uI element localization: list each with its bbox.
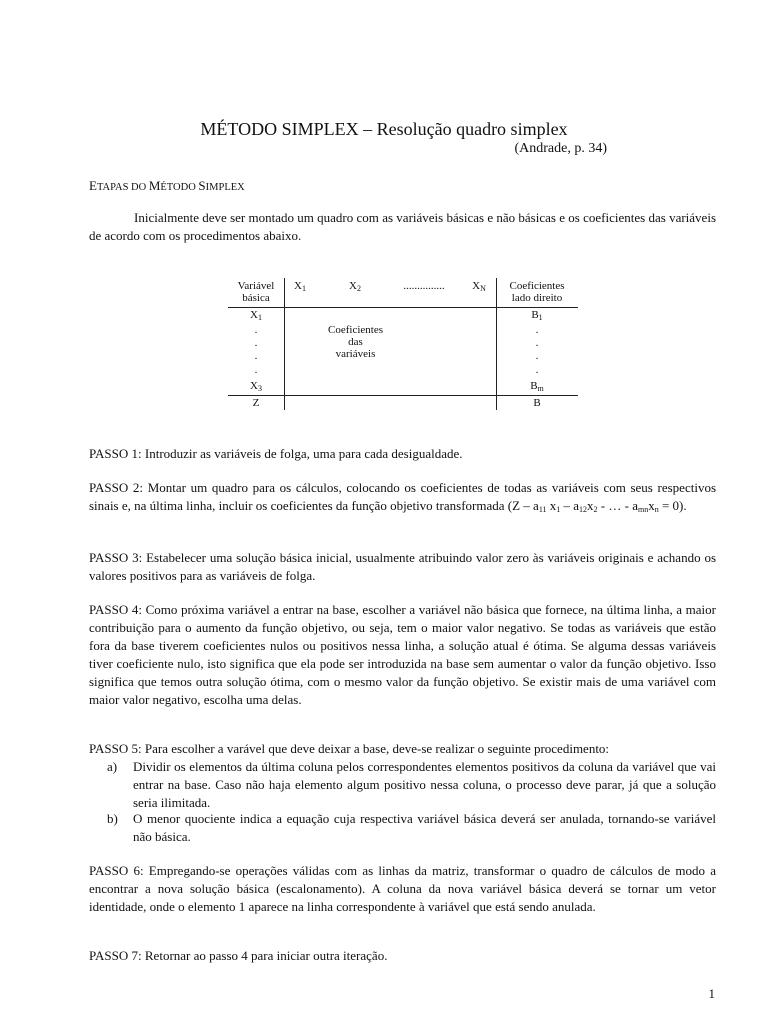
page-title: MÉTODO SIMPLEX – Resolução quadro simplex [200,119,568,139]
row-xm-label [228,380,284,392]
subscript: 11 [538,505,547,514]
row-bm [498,380,576,392]
header-xn [468,280,490,292]
section-heading-part: ÉTODO [160,182,199,193]
formula-part: – a [560,498,580,513]
table-left-divider [284,278,285,410]
list-marker: b) [107,811,118,826]
step-4: PASSO 4: Como próxima variável a entrar na base, escolher a variável não básica que fornece, na última linha, a maior contribuição para o aumento da função objetivo, ou seja, tem o maior valor negativo. Se todas as variáveis que estão fora da base tiverem coeficientes nulos ou positivos nessa linha, a solução atual é ótima. Se alguma dessas variáveis tiver coeficiente nulo, isto significa que ela pode ser introduzida na base sem aumentar o valor da função objetivo. Isso significa que temos outra solução ótima, com o mesmo valor da função objetivo. Se existir mais de uma variável com maior valor negativo, escolha uma delas. [89,602,716,707]
header-ellipsis: ............... [403,280,445,292]
section-heading-part: IMPLEX [205,182,245,193]
row-dot: . [535,324,539,336]
step-5: PASSO 5: Para escolher a varável que deve deixar a base, deve-se realizar o seguinte procedimento: [89,741,610,756]
step-5-item-a [107,758,716,812]
citation: (Andrade, p. 34) [514,141,607,156]
list-marker: a) [107,759,118,774]
formula-part: x [587,498,594,513]
step-2 [89,479,716,515]
cell-text: X [250,309,258,321]
row-dot: . [535,364,539,376]
row-dot: . [535,350,539,362]
cell-text: das [348,336,363,348]
header-text: X [294,280,302,292]
cell-text: variáveis [335,348,376,360]
table-right-divider [496,278,497,410]
page-number: 1 [708,986,715,1001]
subscript: 2 [593,505,598,514]
section-heading-part: TAPAS DO [96,182,149,193]
header-text: Variável [237,280,275,292]
subscript: 12 [579,505,588,514]
formula-part: x [648,498,655,513]
header-x2 [345,280,365,292]
row-dot: . [254,364,258,376]
section-heading-initial: M [148,178,161,193]
formula-part: - … - a [597,498,638,513]
header-text: Coeficientes [509,280,565,292]
header-x1 [290,280,310,292]
coefficient-block [313,324,398,360]
step-5-item-b [107,810,716,846]
header-basic-variable [228,280,284,304]
row-dot: . [254,350,258,362]
row-b1 [498,309,576,321]
cell-text: Coeficientes [328,324,383,336]
section-heading [89,178,245,194]
step-7: PASSO 7: Retornar ao passo 4 para iniciar outra iteração. [89,948,388,963]
subscript: N [480,284,486,293]
cell-text: B [530,380,538,392]
intro-paragraph: Inicialmente deve ser montado um quadro com as variáveis básicas e não básicas e os coeficientes das variáveis de acordo com os procedimentos abaixo. [89,210,716,243]
row-b: B [533,397,541,409]
subscript: 1 [538,313,543,322]
subscript: 3 [257,384,262,393]
header-text: básica [242,292,270,304]
header-rhs [498,280,576,304]
formula-part: = 0). [658,498,687,513]
row-z-label: Z [252,397,260,409]
subscript: 2 [356,284,361,293]
step-2-text: PASSO 2: Montar um quadro para os cálculos, colocando os coeficientes de todas as variáveis com seus respectivos sinais e, na última linha, incluir os coeficientes da função objetivo transformada (Z – [89,480,716,513]
header-text: X [472,280,481,292]
table-header-rule [228,307,578,308]
subscript: mn [637,505,649,514]
step-6: PASSO 6: Empregando-se operações válidas com as linhas da matriz, transformar o quadro de cálculos de modo a encontrar a nova solução básica (escalonamento). A coluna da nova variável básica deverá se tornar um vetor identidade, onde o elemento 1 aparece na linha correspondente à variável que está sendo anulada. [89,863,716,914]
row-dot: . [254,337,258,349]
formula-part: x [546,498,557,513]
subscript: 1 [257,313,262,322]
header-text: lado direito [511,292,563,304]
row-dot: . [535,337,539,349]
subscript: m [537,384,544,393]
list-item-text: O menor quociente indica a equação cuja respectiva variável básica deverá ser anulada, tornando-se variável não básica. [133,811,716,844]
table-z-rule [228,395,578,396]
cell-text: B [531,309,539,321]
formula-part: a [533,498,539,513]
row-dot: . [254,324,258,336]
row-x1-label [228,309,284,321]
step-1: PASSO 1: Introduzir as variáveis de folga, uma para cada desigualdade. [89,446,463,461]
section-heading-initial: S [198,178,206,193]
step-3: PASSO 3: Estabelecer uma solução básica inicial, usualmente atribuindo valor zero às variáveis originais e achando os valores positivos para as variáveis de folga. [89,550,716,583]
section-heading-initial: E [89,178,97,193]
subscript: 1 [556,505,561,514]
simplex-tableau [228,278,578,410]
subscript: n [654,505,659,514]
list-item-text: Dividir os elementos da última coluna pelos correspondentes elementos positivos da coluna da variável que vai entrar na base. Caso não haja elemento algum positivo nessa coluna, o processo deve parar, já que a solução seria ilimitada. [133,759,716,810]
header-text: X [349,280,357,292]
cell-text: X [250,380,258,392]
subscript: 1 [301,284,306,293]
